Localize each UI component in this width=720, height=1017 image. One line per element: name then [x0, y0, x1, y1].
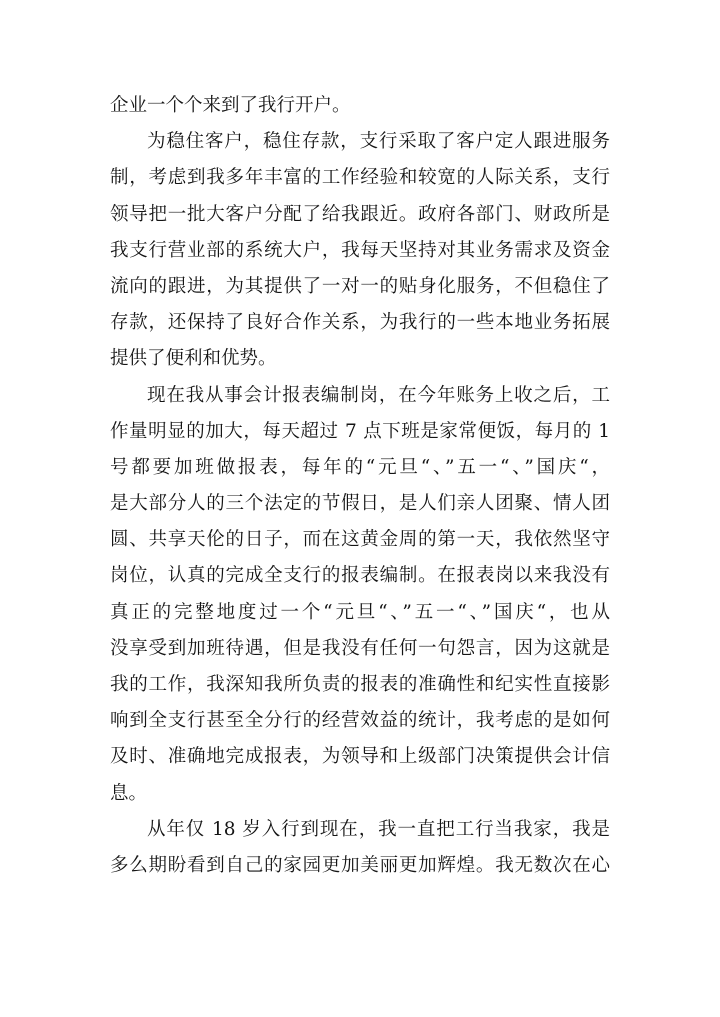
text-line: 息。 [110, 782, 148, 804]
text-line: 作量明显的加大，每天超过 7 点下班是家常便饭，每月的 1 [110, 420, 610, 442]
paragraph-start-line: 现在我从事会计报表编制岗，在今年账务上收之后，工 [147, 384, 610, 406]
text-line: 我的工作，我深知我所负责的报表的准确性和纪实性直接影 [110, 674, 610, 695]
text-line: 圆、共享天伦的日子，而在这黄金周的第一天，我依然坚守 [110, 529, 610, 551]
text-line: 号都要加班做报表，每年的“元旦“、”五一“、”国庆“， [110, 456, 610, 478]
text-line: 提供了便利和优势。 [110, 348, 277, 370]
text-line: 及时、准确地完成报表，为领导和上级部门决策提供会计信 [110, 746, 610, 768]
text-line: 没享受到加班待遇，但是我没有任何一句怨言，因为这就是 [110, 637, 610, 659]
text-line: 岗位，认真的完成全支行的报表编制。在报表岗以来我没有 [110, 565, 610, 587]
text-line: 真正的完整地度过一个“元旦“、”五一“、”国庆“，也从 [110, 601, 610, 623]
text-line: 流向的跟进，为其提供了一对一的贴身化服务，不但稳住了 [110, 275, 610, 297]
text-line: 存款，还保持了良好合作关系，为我行的一些本地业务拓展 [110, 312, 610, 334]
text-line: 是大部分人的三个法定的节假日，是人们亲人团聚、情人团 [110, 493, 610, 515]
text-line: 我支行营业部的系统大户，我每天坚持对其业务需求及资金 [110, 239, 610, 261]
document-page [110, 88, 610, 884]
text-line: 制，考虑到我多年丰富的工作经验和较宽的人际关系，支行 [110, 167, 610, 189]
text-line: 领导把一批大客户分配了给我跟近。政府各部门、财政所是 [110, 203, 610, 225]
paragraph-start-line: 为稳住客户，稳住存款，支行采取了客户定人跟进服务 [147, 131, 610, 153]
text-line: 多么期盼看到自己的家园更加美丽更加辉煌。我无数次在心 [110, 854, 610, 876]
text-line: 响到全支行甚至全分行的经营效益的统计，我考虑的是如何 [110, 710, 610, 732]
paragraph-start-line: 从年仅 18 岁入行到现在，我一直把工行当我家，我是 [147, 818, 610, 840]
text-line: 企业一个个来到了我行开户。 [110, 95, 351, 116]
